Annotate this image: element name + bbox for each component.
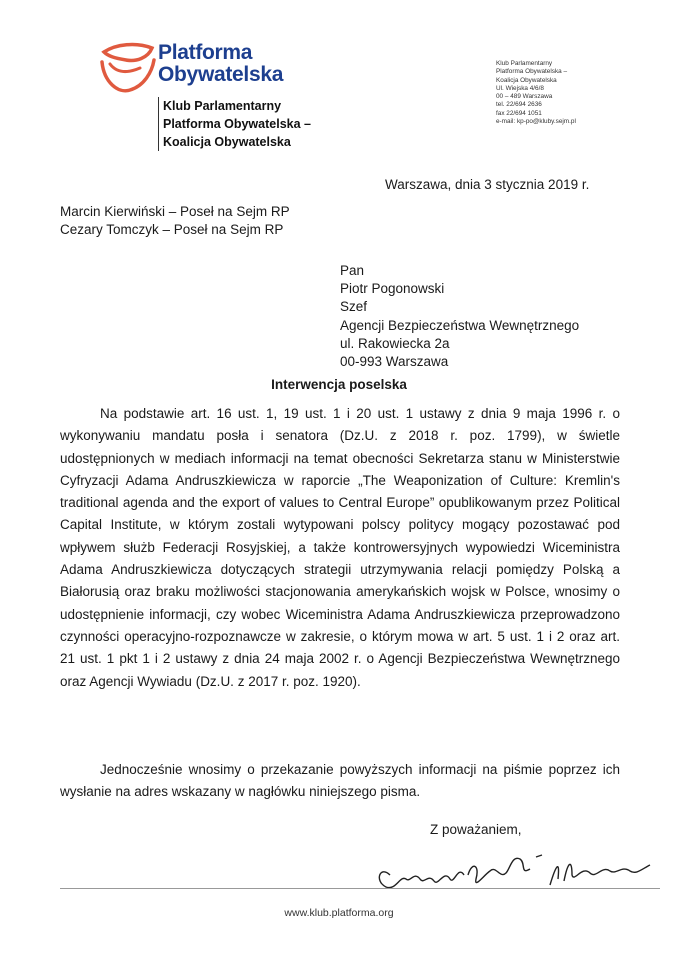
recipient-line-1: Pan (340, 263, 365, 278)
brand-line-1: Platforma (158, 41, 253, 64)
closing-salutation: Z poważaniem, (430, 822, 522, 837)
footer-divider (60, 888, 660, 889)
contact-line-6: tel. 22/694 2636 (496, 101, 542, 109)
authors-block (60, 203, 290, 239)
brand-line-2: Obywatelska (158, 63, 284, 86)
signatures-icon (360, 835, 660, 895)
recipient-line-6: 00-993 Warszawa (340, 354, 449, 370)
letter-date: Warszawa, dnia 3 stycznia 2019 r. (385, 177, 590, 192)
author-line-1: Marcin Kierwiński – Poseł na Sejm RP (60, 204, 290, 219)
letter-title: Interwencja poselska (271, 377, 407, 392)
party-logo-icon (96, 38, 158, 100)
contact-line-2: Platforma Obywatelska – (496, 68, 568, 76)
club-line-1: Klub Parlamentarny (163, 99, 282, 113)
contact-email: e-mail: kp-po@kluby.sejm.pl (496, 118, 576, 126)
club-line-2: Platforma Obywatelska – (163, 117, 311, 131)
contact-line-5: 00 – 489 Warszawa (496, 93, 553, 101)
contact-line-7: fax 22/694 1051 (496, 109, 542, 117)
club-line-3: Koalicja Obywatelska (163, 135, 291, 149)
contact-line-4: Ul. Wiejska 4/6/8 (496, 84, 544, 92)
contact-block (496, 60, 576, 126)
recipient-line-5: ul. Rakowiecka 2a (340, 335, 450, 351)
recipient-block (340, 262, 579, 371)
contact-line-1: Klub Parlamentarny (496, 60, 553, 67)
author-line-2: Cezary Tomczyk – Poseł na Sejm RP (60, 222, 284, 237)
recipient-line-3: Szef (340, 299, 368, 315)
contact-line-3: Koalicja Obywatelska (496, 76, 557, 84)
brand-name (158, 42, 283, 86)
recipient-line-4: Agencji Bezpieczeństwa Wewnętrznego (340, 317, 580, 333)
body-paragraph-2: Jednocześnie wnosimy o przekazanie powyższych informacji na piśmie poprzez ich wysłanie na adres wskazany w nagłówku niniejszego pisma. (60, 762, 620, 800)
body-paragraph-1: Na podstawie art. 16 ust. 1, 19 ust. 1 i 20 ust. 1 ustawy z dnia 9 maja 1996 r. o wykonywaniu mandatu posła i senatora (Dz.U. z 2018 r. poz. 1799), w świetle udostępnionych w mediach informacji na temat obecności Sekretarza stanu w Ministerstwie Cyfryzacji Adama Andruszkiewicza w raporcie „The Weaponization of Culture: Kremlin's traditional agenda and the export of values to Central Europe” opublikowanym przez Political Capital Institute, w którym zostali wytypowani polscy politycy mogący pozostawać pod wpływem służb Federacji Rosyjskiej, a także kontrowersyjnych wypowiedzi Wiceministra Adama Andruszkiewicza dotyczących strategii utrzymywania relacji pomiędzy Polską a Białorusią oraz braku możliwości stacjonowania amerykańskich wojsk w Polsce, wnosimy o udostępnienie informacji, czy wobec Wiceministra Adama Andruszkiewicza przeprowadzono czynności operacyjno-rozpoznawcze w zakresie, o którym mowa w art. 5 ust. 1 i 2 oraz art. 21 ust. 1 pkt 1 i 2 ustawy z dnia 24 maja 2002 r. o Agencji Bezpieczeństwa Wewnętrznego oraz Agencji Wywiadu (Dz.U. z 2017 r. poz. 1920). (60, 406, 620, 689)
footer-website: www.klub.platforma.org (284, 907, 394, 919)
club-name-block (158, 97, 311, 151)
recipient-line-2: Piotr Pogonowski (340, 281, 445, 297)
